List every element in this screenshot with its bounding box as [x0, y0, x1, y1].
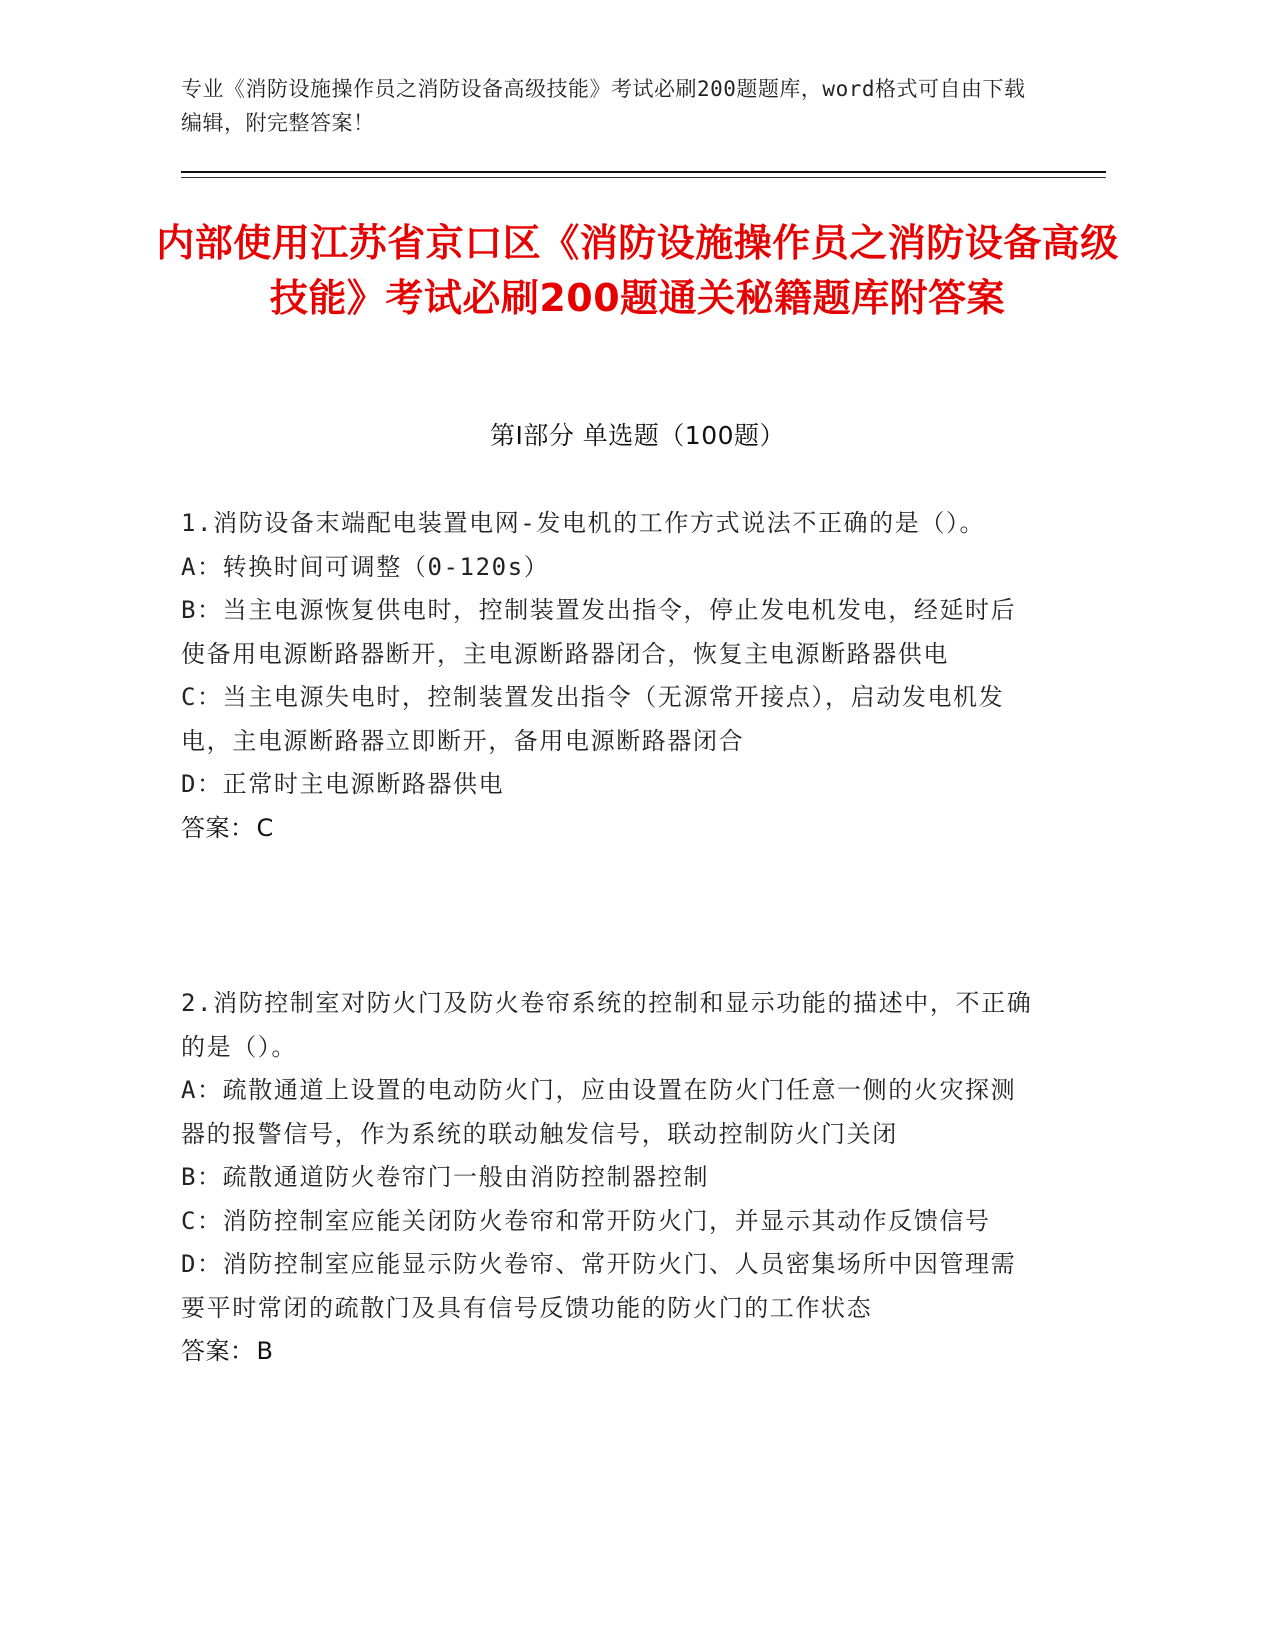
header-divider-thick — [181, 171, 1106, 173]
question-2 — [181, 982, 1041, 1374]
option-b: B：当主电源恢复供电时，控制装置发出指令，停止发电机发电，经延时后使备用电源断路器断开，主电源断路器闭合，恢复主电源断路器供电 — [181, 596, 1017, 668]
answer-value: B — [256, 1337, 274, 1365]
answer-value: C — [256, 813, 274, 842]
option-a: A：疏散通道上设置的电动防火门，应由设置在防火门任意一侧的火灾探测器的报警信号，作为系统的联动触发信号，联动控制防火门关闭 — [181, 1076, 1017, 1148]
question-1 — [181, 502, 1041, 850]
answer-label: 答案： — [181, 1337, 255, 1365]
answer-line — [181, 807, 1041, 851]
header-note: 专业《消防设施操作员之消防设备高级技能》考试必刷200题题库，word格式可自由下载编辑，附完整答案！ — [181, 77, 1026, 135]
question-stem: 2.消防控制室对防火门及防火卷帘系统的控制和显示功能的描述中，不正确的是（）。 — [181, 989, 1033, 1061]
option-d: D：正常时主电源断路器供电 — [181, 770, 505, 798]
option-d: D：消防控制室应能显示防火卷帘、常开防火门、人员密集场所中因管理需要平时常闭的疏散门及具有信号反馈功能的防火门的工作状态 — [181, 1250, 1017, 1322]
answer-line — [181, 1330, 1041, 1374]
option-c: C：当主电源失电时，控制装置发出指令（无源常开接点），启动发电机发电，主电源断路器立即断开，备用电源断路器闭合 — [181, 683, 1005, 755]
option-b: B：疏散通道防火卷帘门一般由消防控制器控制 — [181, 1163, 710, 1191]
document-title: 内部使用江苏省京口区《消防设施操作员之消防设备高级技能》考试必刷200题通关秘籍题库附答案 — [156, 221, 1119, 320]
question-stem: 1.消防设备末端配电装置电网-发电机的工作方式说法不正确的是（）。 — [181, 509, 986, 537]
section-title: 第Ⅰ部分 单选题（100题） — [489, 421, 786, 450]
header-divider-thin — [181, 177, 1106, 178]
option-c: C：消防控制室应能关闭防火卷帘和常开防火门，并显示其动作反馈信号 — [181, 1206, 991, 1235]
option-a: A：转换时间可调整（0-120s） — [181, 552, 550, 581]
answer-label: 答案： — [181, 813, 255, 842]
